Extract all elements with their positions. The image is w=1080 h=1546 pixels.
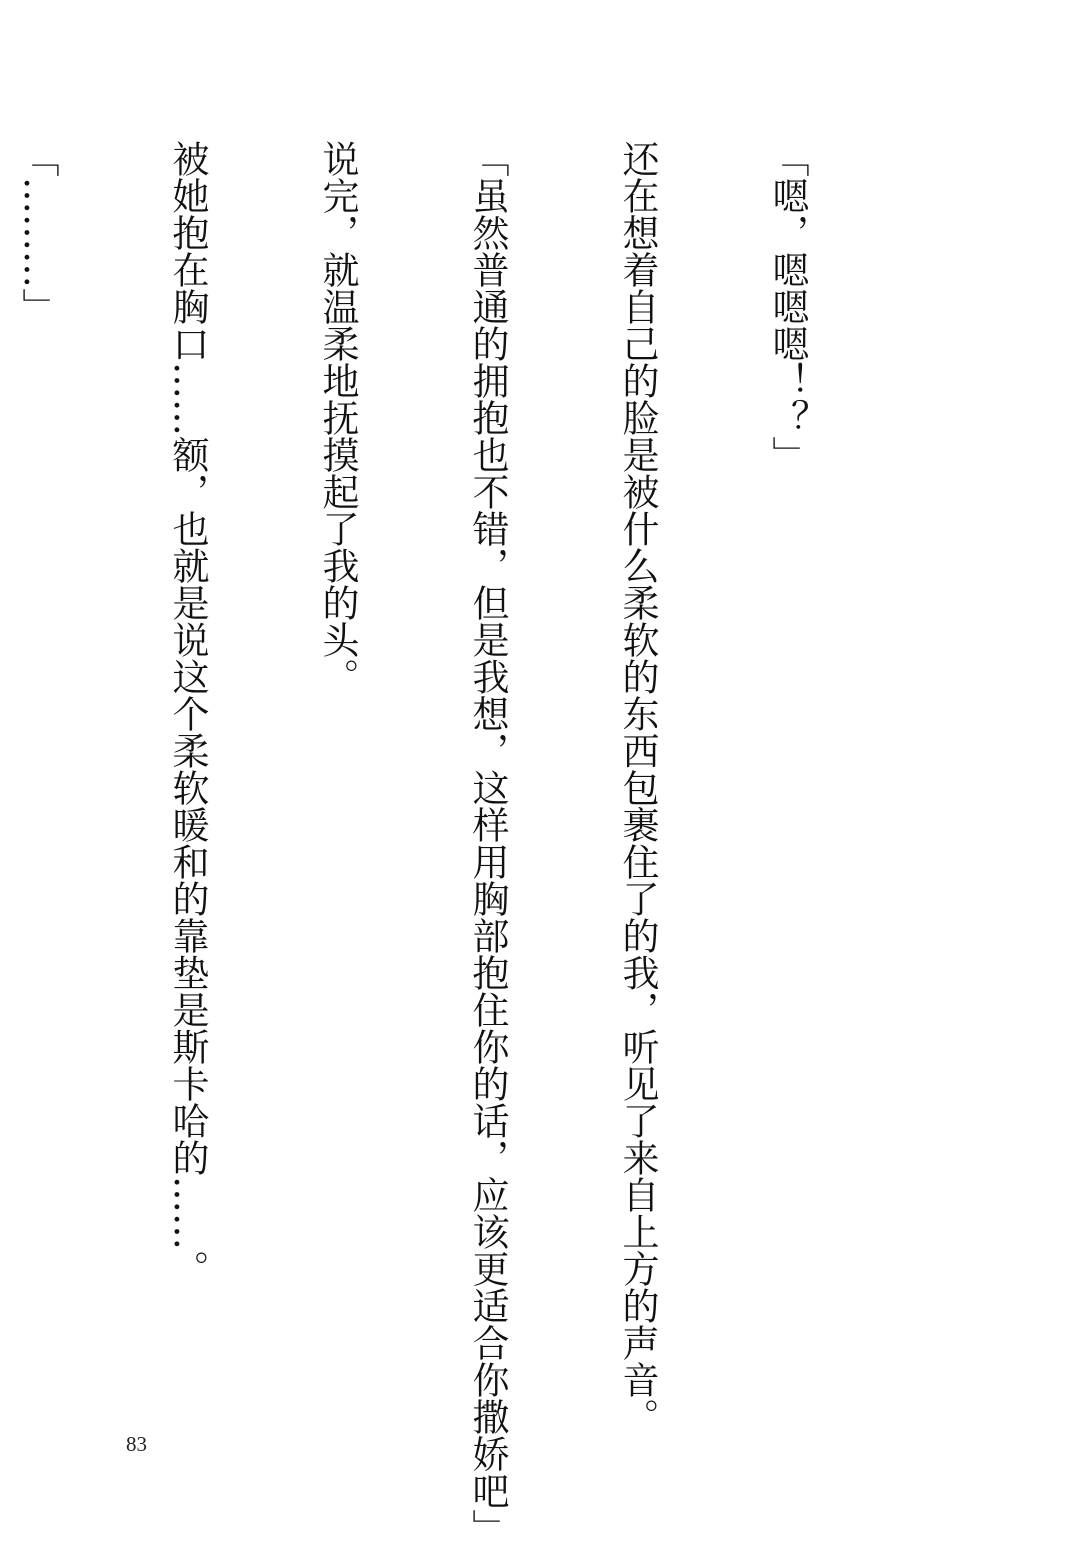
text-line: 还在想着自己的脸是被什么柔软的东西包裹住了的我，听见了来自上方的声音。 <box>616 140 659 1435</box>
text-line: 说完，就温柔地抚摸起了我的头。 <box>316 140 359 695</box>
text-line: 被她抱在胸口……额，也就是说这个柔软暖和的靠垫是斯卡哈的……。 <box>166 140 209 1287</box>
page-number: 83 <box>126 1432 147 1456</box>
text-line: 「嗯，嗯嗯嗯！？」 <box>766 140 809 473</box>
text-line: 「虽然普通的拥抱也不错，但是我想，这样用胸部抱住你的话，应该更适合你撒娇吧」 <box>466 140 509 1546</box>
text-line: 「………」 <box>16 140 59 325</box>
